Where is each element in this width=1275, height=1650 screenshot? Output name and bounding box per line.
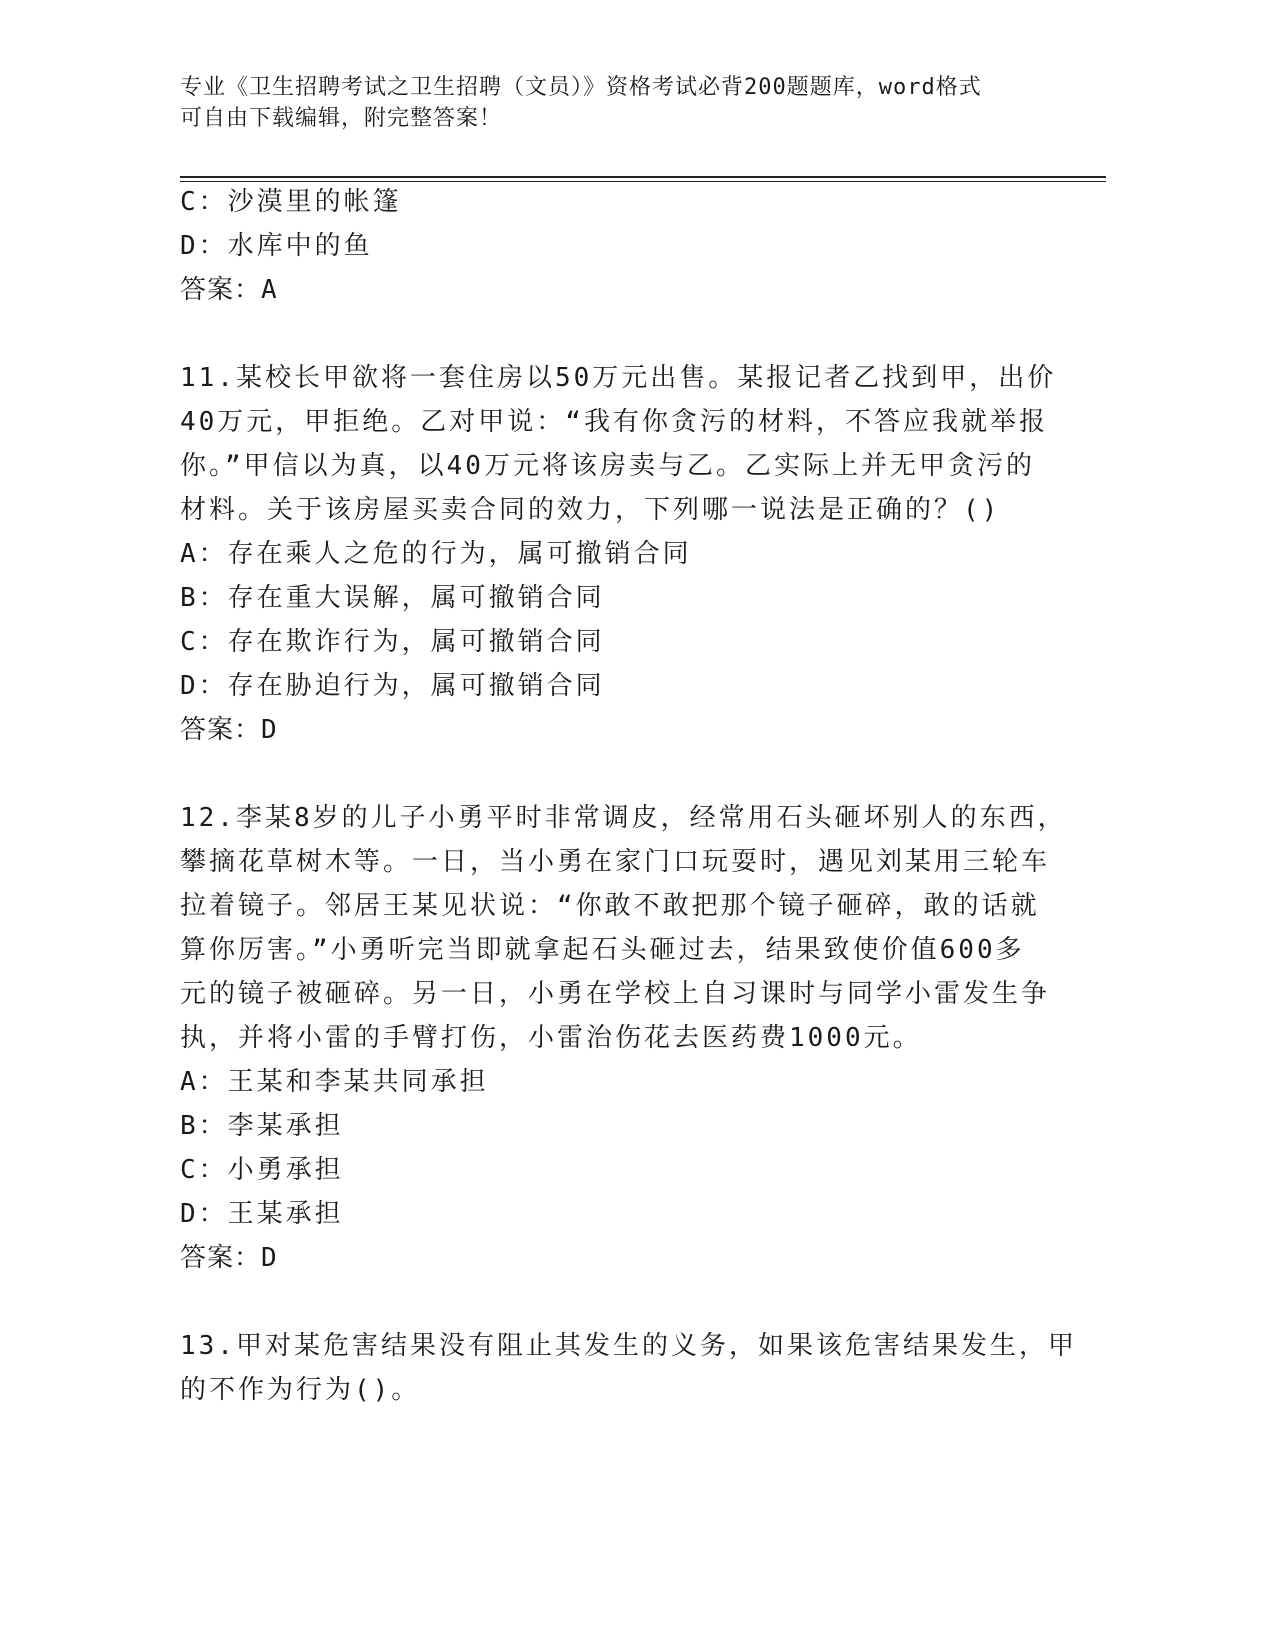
option-d: D：存在胁迫行为，属可撤销合同 <box>180 671 605 701</box>
question-text-line: 攀摘花草树木等。一日，当小勇在家门口玩耍时，遇见刘某用三轮车 <box>180 847 1051 877</box>
question-text-line: 元的镜子被砸碎。另一日，小勇在学校上自习课时与同学小雷发生争 <box>180 979 1051 1009</box>
document-header <box>180 72 1060 134</box>
option-c: C：存在欺诈行为，属可撤销合同 <box>180 627 605 657</box>
question-text-line: 40万元，甲拒绝。乙对甲说：“我有你贪污的材料，不答应我就举报 <box>180 407 1048 437</box>
option-b: B：李某承担 <box>180 1111 344 1141</box>
question-text-line: 的不作为行为()。 <box>180 1375 421 1405</box>
spacer <box>180 752 1060 796</box>
option-c: C：沙漠里的帐篷 <box>180 187 402 217</box>
option-a: A：存在乘人之危的行为，属可撤销合同 <box>180 539 692 569</box>
question-text-line: 11.某校长甲欲将一套住房以50万元出售。某报记者乙找到甲，出价 <box>180 363 1057 393</box>
option-d: D：王某承担 <box>180 1199 344 1229</box>
question-text-line: 算你厉害。”小勇听完当即就拿起石头砸过去，结果致使价值600多 <box>180 935 1025 965</box>
header-line-1: 专业《卫生招聘考试之卫生招聘（文员）》资格考试必背200题题库，word格式 <box>180 75 982 100</box>
question-10-continuation <box>180 180 1060 312</box>
question-11 <box>180 356 1060 752</box>
question-text-line: 13.甲对某危害结果没有阻止其发生的义务，如果该危害结果发生，甲 <box>180 1331 1077 1361</box>
answer-line: 答案：D <box>180 715 278 745</box>
question-text-line: 执，并将小雷的手臂打伤，小雷治伤花去医药费1000元。 <box>180 1023 922 1053</box>
question-text-line: 你。”甲信以为真，以40万元将该房卖与乙。乙实际上并无甲贪污的 <box>180 451 1035 481</box>
option-a: A：王某和李某共同承担 <box>180 1067 489 1097</box>
question-13 <box>180 1324 1077 1412</box>
header-divider-thick <box>180 176 1106 178</box>
option-b: B：存在重大误解，属可撤销合同 <box>180 583 605 613</box>
header-line-2: 可自由下载编辑，附完整答案！ <box>180 106 503 131</box>
document-body <box>180 180 1077 1412</box>
answer-line: 答案：A <box>180 275 278 305</box>
question-text-line: 12.李某8岁的儿子小勇平时非常调皮，经常用石头砸坏别人的东西， <box>180 803 1067 833</box>
option-c: C：小勇承担 <box>180 1155 344 1185</box>
spacer <box>180 312 1060 356</box>
question-12 <box>180 796 1067 1280</box>
answer-line: 答案：D <box>180 1243 278 1273</box>
option-d: D：水库中的鱼 <box>180 231 373 261</box>
question-text-line: 拉着镜子。邻居王某见状说：“你敢不敢把那个镜子砸碎，敢的话就 <box>180 891 1040 921</box>
spacer <box>180 1280 1060 1324</box>
question-text-line: 材料。关于该房屋买卖合同的效力，下列哪一说法是正确的？() <box>180 495 1001 525</box>
